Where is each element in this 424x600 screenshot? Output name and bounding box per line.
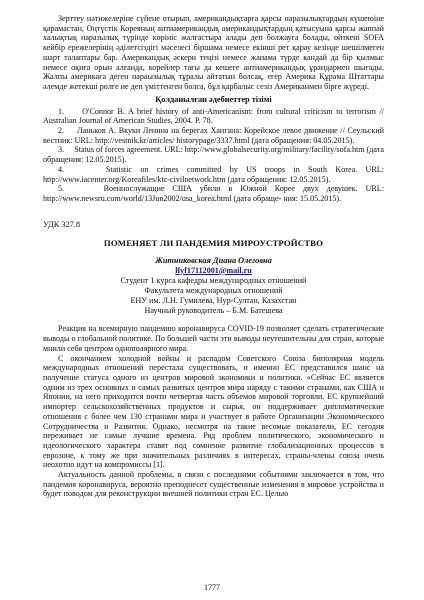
author-affiliation-line: Факультета международных отношений (144, 285, 283, 295)
udc-code: УДК 327.8 (43, 219, 80, 229)
supervisor-line: Научный руководитель – Б.М. Батешева (144, 306, 283, 316)
article-title: ПОМЕНЯЕТ ЛИ ПАНДЕМИЯ МИРОУСТРОЙСТВО (103, 237, 324, 248)
reference-item: 1. O'Connor B. A brief history of anti-Americanism: from cultural criticism to terrorism // Australian Journal of American Studies, 2004. P. 78. (43, 106, 384, 126)
page-number: 1777 (204, 583, 220, 592)
intro-paragraph: Зерттеу нәтижелеріне сүйене отырып, американдықтарға қарсы наразылықтардың күшеюіне қарамастан, Оңтүстік Кореяның антиамерикандық американдықтардың қатысуына қарсы жаппай халықтық наразылық түрінде көрініс жалғастыра алады деп болжауға болады, өйткені SOFA кейбір ережелерінің әділетсіздігі мәселесі біршама немесе екінші рет қарау кезінде шешілмеген шарт талаптары бар. Американдық әскери теңізі немесе жанама түрде кандай да бір қылмыс немесе оқиға орын алғанда, корейлер тағы да кешеге антиамерикандық ұрандармен шығады. Жалпы америкаға деген нараызылық тұралы айтатын болсақ, егер Америка Құрама Штаттары әлемде жетекші рөлге ие деп үміттенген болса, бұл қарбалыс сезіз Американмен бірге жүреді. (43, 14, 384, 91)
article-body (43, 324, 384, 499)
body-paragraph: С окончанием холодной войны и распадом Советского Союза биполярная модель международных отношений перестала существовать, и именно ЕС представился шанс на получение статуса одного из центров мировой экономики и политики. «Сейчас ЕС является одним из трех основных и самых развитых центров мира наряду с такими странами, как США и Японии, на него приходится почти четвертая часть объемов мировой торговли. ЕС крупнейший импортер сельскохозяйственных продуктов и сырья, он поддерживает дипломатические отношения с более чем 130 странами мира и участвует в работе Организации Экономического Сотрудничества и Развития. Однако, несмотря на такие весомые показатели, ЕС сегодня переживает не самые лучшие времена. Ряд проблем политического, экономического и идеологического характера ставят под сомнение развитие глобализационных процессов в еврозоне, к тому же при значительных различиях в интересах, страны-члены союза очень неохотно идут на компромиссы [1]. (43, 353, 384, 470)
author-email-link[interactable]: lfyf17112001@mail.ru (175, 265, 252, 275)
author-name: Житниковская Диана Олеговна (155, 255, 272, 265)
references-heading: Қолданылған әдебиеттер тізімі (155, 94, 272, 104)
reference-item: 4. Statistic on crimes committed by US troops in South Korea. URL: http://www.iacenter.org/Koreafiles/ktc-civilnetwork.htm (дата обращения: 12.05.2015). (43, 164, 384, 184)
reference-item: 5. Военнослужащие США убили в Южной Корее двух девушек. URL: http://www.newsru.com/world/13Jun2002/usa_korea.html (дата обраще- ния: 15.05.2015). (43, 184, 384, 203)
author-affiliation-line: ЕНУ им. Л.Н. Гумилева, Нур-Султан, Казахстан (130, 296, 297, 306)
reference-item: 3. Status of forces agreement. URL: http://www.globalsecurity.org/military/facility/sofa.htm (дата обращения: 12.05.2015). (43, 145, 384, 165)
references-list (43, 107, 384, 204)
body-paragraph: Реакция на всемирную пандемию коронавируса COVID-19 позволяет сделать стратегические выводы о глобальной политике. По большей части эти выводы неутешительны для стран, которые мнили себя центром однополярного мира. (43, 324, 384, 353)
reference-item: 2. Ланьков А. Вкуки Ленина на берегах Хангана: Корейское левое движение // Сеульский вестник: URL: http://vestnik.kr/articles/ historypage/3337.html (дата обращения: 04.05.2015). (43, 126, 384, 145)
body-paragraph: Актуальность данной проблемы, в связи с последними событиями заключается в том, что пандемия коронавируса, вероятно преподнесет существенные изменения в мировое устройства и будет поводом для реконструкции внешней политики стран ЕС. Целью (43, 470, 384, 499)
author-affiliation-line: Студент 1 курса кафедры международных отношений (120, 275, 307, 285)
